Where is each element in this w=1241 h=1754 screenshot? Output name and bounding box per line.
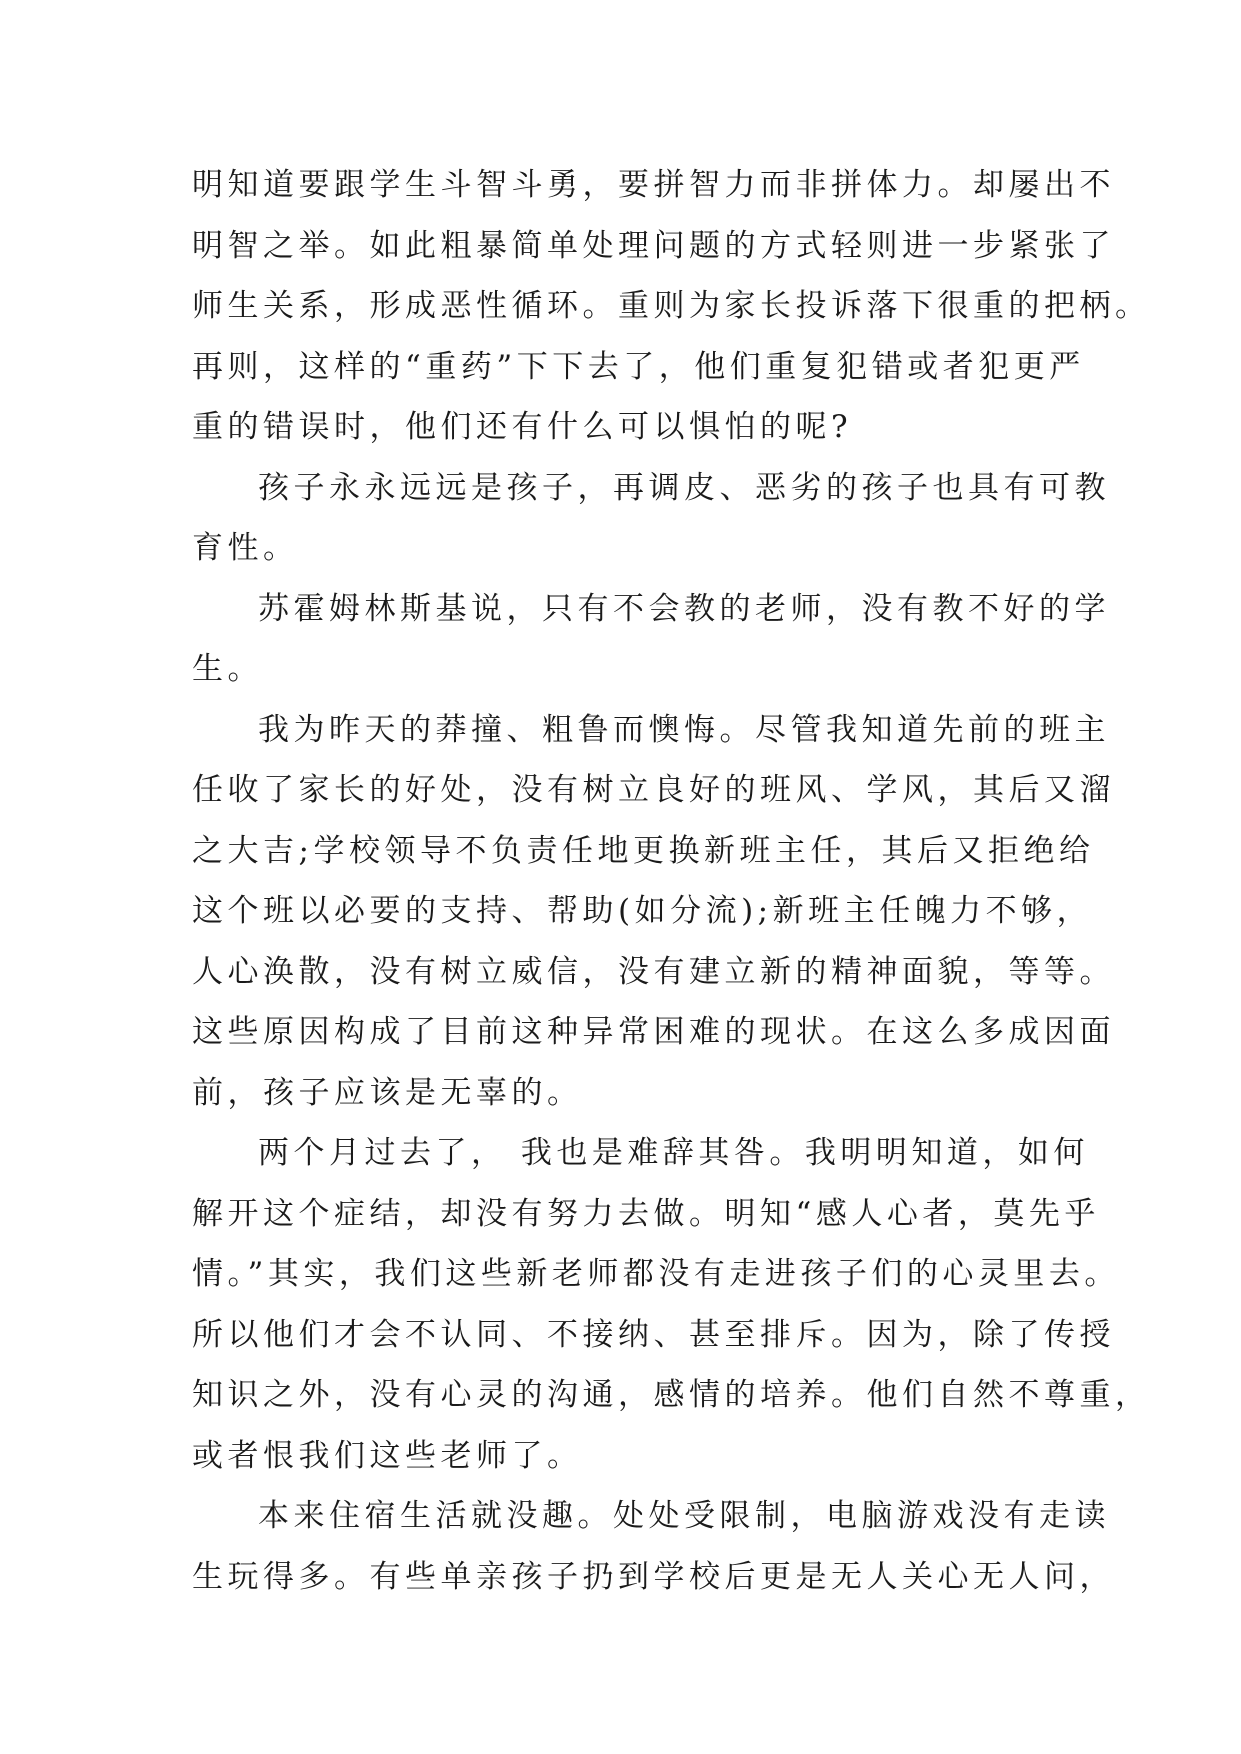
paragraph-first-line: 我为昨天的莽撞、粗鲁而懊悔。尽管我知道先前的班主 (258, 711, 1110, 748)
text-line: 生玩得多。有些单亲孩子扔到学校后更是无人关心无人问， (192, 1558, 1115, 1595)
text-line: 解开这个症结，却没有努力去做。明知“感人心者，莫先乎 (192, 1195, 1100, 1232)
document-body (192, 155, 1151, 1607)
text-line: 育性。 (192, 530, 299, 566)
text-line: 知识之外，没有心灵的沟通，感情的培养。他们自然不尊重， (192, 1377, 1151, 1413)
text-line: 这些原因构成了目前这种异常困难的现状。在这么多成因面 (192, 1014, 1115, 1050)
paragraph-first-line: 两个月过去了， 我也是难辞其咎。我明明知道，如何 (258, 1135, 1089, 1171)
paragraph-first-line: 苏霍姆林斯基说，只有不会教的老师，没有教不好的学 (258, 590, 1110, 627)
text-line: 师生关系，形成恶性循环。重则为家长投诉落下很重的把柄。 (192, 288, 1151, 324)
paragraph-first-line: 本来住宿生活就没趣。处处受限制，电脑游戏没有走读 (258, 1498, 1110, 1534)
text-line: 或者恨我们这些老师了。 (192, 1437, 583, 1474)
text-line: 再则，这样的“重药”下下去了，他们重复犯错或者犯更严 (192, 348, 1085, 385)
text-line: 明智之举。如此粗暴简单处理问题的方式轻则进一步紧张了 (192, 227, 1115, 264)
text-line: 所以他们才会不认同、不接纳、甚至排斥。因为，除了传授 (192, 1316, 1115, 1353)
paragraph-first-line: 孩子永永远远是孩子，再调皮、恶劣的孩子也具有可教 (258, 469, 1110, 506)
text-line: 之大吉;学校领导不负责任地更换新班主任，其后又拒绝给 (192, 832, 1095, 869)
text-line: 情。”其实，我们这些新老师都没有走进孩子们的心灵里去。 (192, 1256, 1120, 1292)
text-line: 前，孩子应该是无辜的。 (192, 1074, 583, 1111)
text-line: 任收了家长的好处，没有树立良好的班风、学风，其后又溜 (192, 772, 1115, 808)
text-line: 人心涣散，没有树立威信，没有建立新的精神面貌，等等。 (192, 953, 1115, 990)
text-line: 明知道要跟学生斗智斗勇，要拼智力而非拼体力。却屡出不 (192, 167, 1115, 203)
text-line: 重的错误时，他们还有什么可以惧怕的呢? (192, 409, 853, 445)
text-line: 这个班以必要的支持、帮助(如分流);新班主任魄力不够， (192, 893, 1093, 929)
text-line: 生。 (192, 651, 263, 687)
